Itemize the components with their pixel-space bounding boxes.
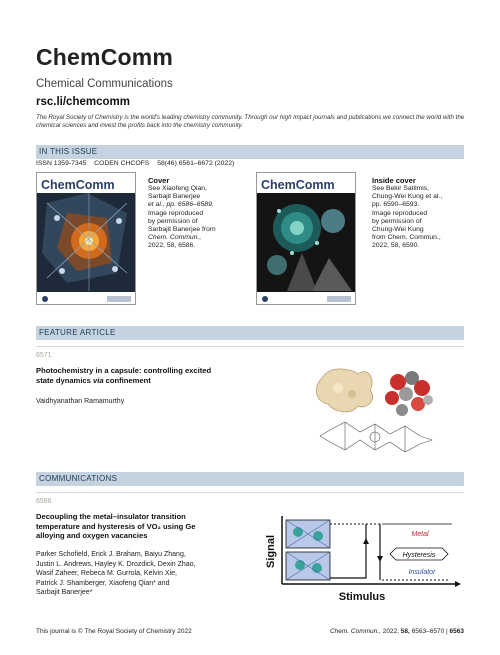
journal-subtitle: Chemical Communications: [36, 78, 173, 90]
divider: [36, 346, 464, 347]
inside-cover-masthead: ChemComm: [261, 178, 335, 192]
hysteresis-schematic: [262, 510, 462, 606]
cover-line: Sarbajit Banerjee: [148, 193, 201, 201]
cover-line: 2022, 58, 6590.: [372, 242, 420, 250]
cover-line: from Chem. Commun.,: [372, 234, 441, 242]
article-authors: Vaidhyanathan Ramamurthy: [36, 398, 125, 405]
feature-toc-graphic: [300, 360, 450, 465]
footer-citation: [330, 628, 464, 635]
article-authors: [36, 550, 261, 598]
issn: ISSN 1359-7345: [36, 160, 87, 167]
journal-url[interactable]: rsc.li/chemcomm: [36, 96, 130, 108]
journal-logo: ChemComm: [36, 44, 174, 70]
footer-journal: Chem. Commun.,: [329, 628, 381, 635]
article-title-line: alloying and oxygen vacancies: [36, 531, 148, 541]
cover-line: by permission of: [372, 217, 422, 225]
cover-line: 2022, 58, 6586.: [148, 242, 196, 250]
footer-volume: 58,: [400, 628, 410, 635]
y-axis-label: Signal: [265, 534, 277, 568]
section-bar-in-this-issue: IN THIS ISSUE: [36, 145, 464, 159]
footer-year: 2022,: [382, 628, 399, 635]
footer-copyright: This journal is © The Royal Society of Chemistry 2022: [36, 628, 192, 635]
article-title-line: Photochemistry in a capsule: controlling excited: [36, 366, 212, 375]
rsc-intro: The Royal Society of Chemistry is the world's leading chemistry community. Through our high impact journals and publications we connect the world with the chemical sciences and invest the profits back into the chemistry community.: [36, 114, 465, 129]
cover-line: See Bekir Satilmis,: [372, 185, 430, 192]
cover-caption: [148, 176, 248, 251]
article-page-number: 6586: [36, 498, 52, 505]
section-bar-feature-article: FEATURE ARTICLE: [36, 326, 464, 340]
cover-line: Image reproduced: [148, 209, 204, 217]
volume-pages: 58(46) 6561–6672 (2022): [157, 160, 235, 167]
comm-toc-graphic: [262, 510, 462, 606]
section-bar-communications: COMMUNICATIONS: [36, 472, 464, 486]
cover-line: Image reproduced: [372, 209, 428, 217]
article-title-line: Decoupling the metal–insulator transition: [36, 512, 186, 521]
capsule-graphic: [300, 360, 450, 465]
author-line: Patrick J. Shamberger, Xiaofeng Qian* and: [36, 579, 170, 587]
hysteresis-label: Hysteresis: [402, 552, 436, 559]
cover-line: by permission of: [148, 217, 198, 225]
issn-line: [36, 160, 240, 167]
cover-line: Sarbajit Banerjee from: [148, 226, 216, 234]
inside-cover-caption: [372, 176, 472, 251]
inside-cover-artwork: [257, 173, 356, 305]
footer-divider: |: [446, 628, 448, 635]
cover-line: Chung-Wei Kung: [372, 226, 424, 234]
insulator-label: Insulator: [408, 569, 436, 576]
cover-line: Chung-Wei Kung et al.,: [372, 193, 443, 201]
cover-line: Chem. Commun.,: [148, 234, 202, 242]
article-title-line: temperature and hysteresis of VO₂ using Ge: [36, 521, 196, 531]
divider: [36, 492, 464, 493]
author-line: Wasif Zaheer, Rebeca M. Gurrola, Kelvin Xie,: [36, 570, 177, 578]
cover-line: et al., pp. 6586–6589.: [148, 201, 214, 209]
x-axis-label: Stimulus: [338, 591, 386, 603]
cover-line: pp. 6590–6593.: [372, 201, 420, 209]
inside-cover-image[interactable]: [256, 172, 356, 305]
article-title[interactable]: [36, 512, 256, 541]
cover-title: Inside cover: [372, 176, 416, 185]
author-line: Parker Schofield, Erick J. Braham, Baiyu Zhang,: [36, 551, 186, 558]
footer-page-number: 6563: [449, 628, 464, 635]
footer-pages: 6563–6570: [411, 628, 445, 635]
metal-label: Metal: [411, 531, 429, 538]
article-title[interactable]: [36, 366, 266, 385]
article-page-number: 6571: [36, 352, 52, 359]
article-title-line: state dynamics via confinement: [36, 375, 151, 385]
cover-masthead: ChemComm: [41, 178, 115, 192]
cover-line: See Xiaofeng Qian,: [148, 185, 207, 192]
cover-image[interactable]: [36, 172, 136, 305]
author-line: Justin L. Andrews, Hayley K. Drozdick, Dexin Zhao,: [36, 560, 196, 568]
author-line: Sarbajit Banerjee*: [36, 589, 93, 597]
cover-title: Cover: [148, 176, 170, 185]
cover-artwork: [37, 173, 136, 305]
coden: CODEN CHCOFS: [94, 160, 150, 167]
